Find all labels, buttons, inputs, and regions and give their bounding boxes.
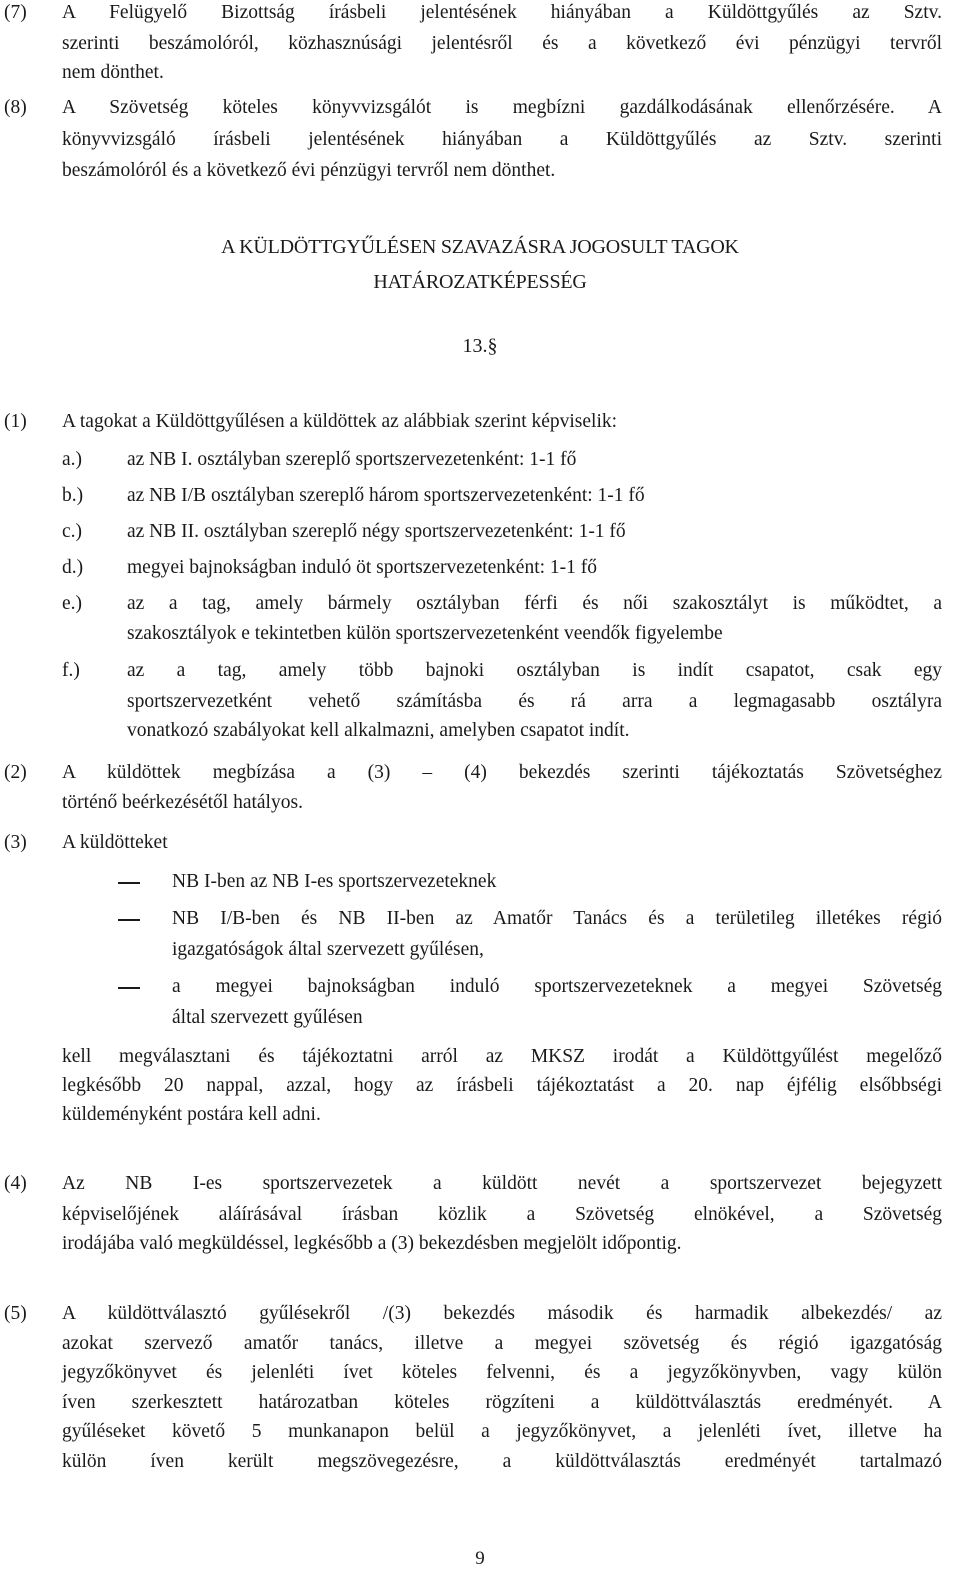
para-7-label: (7) (4, 2, 27, 23)
para-5-line: gyűléseket követő 5 munkanapon belül a jegyzőkönyvet, a jelenléti ívet, illetve ha (62, 1421, 942, 1442)
list-item-text: sportszervezetként vehető számításba és rá arra a legmagasabb osztályra (127, 691, 942, 712)
para-8-label: (8) (4, 97, 27, 118)
dash-bullet (118, 919, 140, 921)
para-7-line: nem dönthet. (62, 62, 164, 83)
page-number: 9 (475, 1548, 485, 1569)
para-4-line: képviselőjének aláírásával írásban közlik a Szövetség elnökével, a Szövetség (62, 1204, 942, 1225)
para-7-line: szerinti beszámolóról, közhasznúsági jelentésről és a következő évi pénzügyi tervről (62, 33, 942, 54)
para-8-line: A Szövetség köteles könyvvizsgálót is megbízni gazdálkodásának ellenőrzésére. A (62, 97, 942, 118)
para-3-line: kell megválasztani és tájékoztatni arról az MKSZ irodát a Küldöttgyűlést megelőző (62, 1046, 942, 1067)
bullet-text: NB I/B-ben és NB II-ben az Amatőr Tanács és a területileg illetékes régió (172, 908, 942, 929)
para-5-line: jegyzőkönyvet és jelenléti ívet köteles felvenni, és a jegyzőkönyvben, vagy külön (62, 1362, 942, 1383)
para-3-label: (3) (4, 832, 27, 853)
list-item-label: a.) (62, 449, 83, 470)
list-item-text: az NB I/B osztályban szereplő három sportszervezetenként: 1-1 fő (127, 485, 645, 506)
para-8-line: beszámolóról és a következő évi pénzügyi tervről nem dönthet. (62, 160, 556, 181)
section-heading-line-2: HATÁROZATKÉPESSÉG (373, 271, 587, 293)
list-item-label: d.) (62, 557, 84, 578)
para-5-line: íven szerkesztett határozatban köteles rögzíteni a küldöttválasztás eredményét. A (62, 1392, 942, 1413)
list-item-text: az NB I. osztályban szereplő sportszervezetenként: 1-1 fő (127, 449, 577, 470)
list-item-label: b.) (62, 485, 84, 506)
list-item-text: vonatkozó szabályokat kell alkalmazni, amelyben csapatot indít. (127, 720, 630, 741)
bullet-text: igazgatóságok által szervezett gyűlésen, (172, 939, 484, 960)
para-1-intro: A tagokat a Küldöttgyűlésen a küldöttek az alábbiak szerint képviselik: (62, 411, 618, 432)
list-item-text: megyei bajnokságban induló öt sportszervezetenként: 1-1 fő (127, 557, 598, 578)
bullet-text: által szervezett gyűlésen (172, 1007, 363, 1028)
para-8-line: könyvvizsgáló írásbeli jelentésének hiányában a Küldöttgyűlés az Sztv. szerinti (62, 129, 942, 150)
para-2-line: történő beérkezésétől hatályos. (62, 792, 303, 813)
para-4-line: irodájába való megküldéssel, legkésőbb a (3) bekezdésben megjelölt időpontig. (62, 1233, 682, 1254)
para-1-label: (1) (4, 411, 27, 432)
list-item-label: e.) (62, 593, 83, 614)
para-4-line: Az NB I-es sportszervezetek a küldött nevét a sportszervezet bejegyzett (62, 1173, 942, 1194)
list-item-text: az a tag, amely bármely osztályban férfi és női szakosztályt is működtet, a (127, 593, 942, 614)
list-item-text: az NB II. osztályban szereplő négy sportszervezetenként: 1-1 fő (127, 521, 626, 542)
section-heading-line-1: A KÜLDÖTTGYŰLÉSEN SZAVAZÁSRA JOGOSULT TAGOK (221, 236, 739, 258)
section-number: 13.§ (462, 335, 498, 357)
para-3-line: legkésőbb 20 nappal, azzal, hogy az írásbeli tájékoztatást a 20. nap éjfélig elsőbbségi (62, 1075, 942, 1096)
dash-bullet (118, 987, 140, 989)
para-7-line: A Felügyelő Bizottság írásbeli jelentésének hiányában a Küldöttgyűlés az Sztv. (62, 2, 942, 23)
list-item-text: az a tag, amely több bajnoki osztályban is indít csapatot, csak egy (127, 660, 942, 681)
bullet-text: NB I-ben az NB I-es sportszervezeteknek (172, 871, 497, 892)
para-5-line: azokat szervező amatőr tanács, illetve a megyei szövetség és régió igazgatóság (62, 1333, 942, 1354)
para-2-line: A küldöttek megbízása a (3) – (4) bekezdés szerinti tájékoztatás Szövetséghez (62, 762, 942, 783)
list-item-label: c.) (62, 521, 83, 542)
list-item-text: szakosztályok e tekintetben külön sportszervezetenként veendők figyelembe (127, 623, 723, 644)
para-5-line: A küldöttválasztó gyűlésekről /(3) bekezdés második és harmadik albekezdés/ az (62, 1303, 942, 1324)
para-2-label: (2) (4, 762, 27, 783)
list-item-label: f.) (62, 660, 80, 681)
para-3-line: küldeményként postára kell adni. (62, 1104, 321, 1125)
para-5-line: külön íven került megszövegezésre, a küldöttválasztás eredményét tartalmazó (62, 1451, 942, 1472)
para-3-intro: A küldötteket (62, 832, 168, 853)
bullet-text: a megyei bajnokságban induló sportszervezeteknek a megyei Szövetség (172, 976, 942, 997)
dash-bullet (118, 882, 140, 884)
para-4-label: (4) (4, 1173, 27, 1194)
para-5-label: (5) (4, 1303, 27, 1324)
